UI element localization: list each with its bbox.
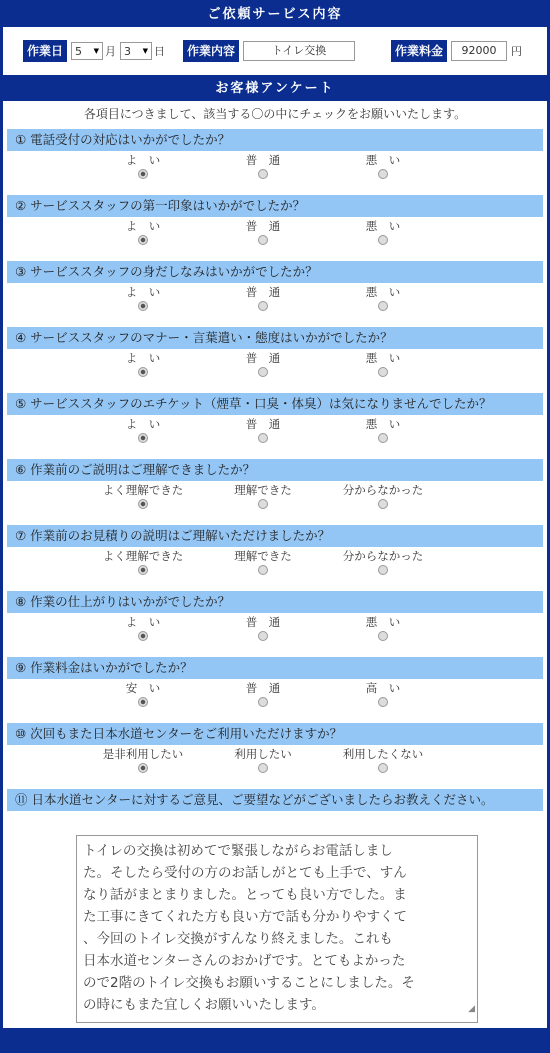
radio-button[interactable]	[378, 631, 388, 641]
footer-bar	[3, 1028, 547, 1050]
radio-option[interactable]	[83, 613, 203, 641]
radio-option[interactable]	[203, 151, 323, 179]
question-8: ⑧ 作業の仕上がりはいかがでしたか？	[7, 591, 543, 613]
radio-button[interactable]	[258, 499, 268, 509]
radio-group	[3, 547, 547, 591]
radio-option[interactable]	[83, 481, 203, 509]
radio-button[interactable]	[138, 565, 148, 575]
radio-button[interactable]	[258, 367, 268, 377]
radio-label: 普 通	[245, 615, 281, 629]
radio-option[interactable]	[203, 745, 323, 773]
question-list	[3, 129, 547, 789]
radio-button[interactable]	[258, 631, 268, 641]
radio-button[interactable]	[138, 499, 148, 509]
radio-option[interactable]	[323, 283, 443, 311]
survey-intro: 各項目につきまして、該当する〇の中にチェックをお願いいたします。	[83, 107, 467, 121]
comment-line: 日本水道センターさんのおかげです。とてもよかった	[83, 953, 406, 969]
chevron-down-icon: ▼	[93, 47, 100, 55]
radio-button[interactable]	[138, 301, 148, 311]
radio-label: 普 通	[245, 285, 281, 299]
chevron-down-icon: ▼	[142, 47, 149, 55]
radio-option[interactable]	[323, 217, 443, 245]
radio-option[interactable]	[323, 745, 443, 773]
radio-label: 利用したい	[234, 747, 292, 761]
radio-option[interactable]	[83, 349, 203, 377]
radio-button[interactable]	[378, 367, 388, 377]
month-select[interactable]	[71, 42, 103, 60]
day-value: 3	[124, 44, 132, 58]
radio-group	[3, 415, 547, 459]
radio-label: 普 通	[245, 219, 281, 233]
comment-line: ので2階のトイレ交換もお願いすることにしました。そ	[83, 975, 415, 991]
radio-button[interactable]	[378, 763, 388, 773]
radio-button[interactable]	[138, 631, 148, 641]
radio-button[interactable]	[258, 565, 268, 575]
radio-label: 悪 い	[365, 219, 401, 233]
radio-button[interactable]	[258, 697, 268, 707]
work-date-label: 作業日	[23, 40, 67, 62]
radio-label: 悪 い	[365, 285, 401, 299]
radio-option[interactable]	[323, 679, 443, 707]
service-details-row	[3, 27, 547, 77]
radio-button[interactable]	[378, 697, 388, 707]
radio-label: 普 通	[245, 153, 281, 167]
radio-group	[3, 481, 547, 525]
radio-group	[3, 217, 547, 261]
radio-button[interactable]	[258, 235, 268, 245]
radio-option[interactable]	[203, 283, 323, 311]
radio-label: 悪 い	[365, 615, 401, 629]
radio-option[interactable]	[323, 481, 443, 509]
question-11: ⑪ 日本水道センターに対するご意見、ご要望などがございましたらお教えください。	[7, 789, 543, 811]
work-content-field[interactable]: トイレ交換	[243, 41, 355, 61]
radio-button[interactable]	[138, 367, 148, 377]
comment-text	[83, 840, 471, 1016]
radio-option[interactable]	[83, 217, 203, 245]
radio-button[interactable]	[138, 763, 148, 773]
question-10: ⑩ 次回もまた日本水道センターをご利用いただけますか？	[7, 723, 543, 745]
radio-button[interactable]	[378, 235, 388, 245]
month-value: 5	[75, 44, 83, 58]
radio-label: よ い	[125, 615, 161, 629]
question-5: ⑤ サービススタッフのエチケット（煙草・口臭・体臭）は気になりませんでしたか？	[7, 393, 543, 415]
radio-option[interactable]	[323, 547, 443, 575]
radio-button[interactable]	[378, 565, 388, 575]
radio-label: 普 通	[245, 417, 281, 431]
radio-option[interactable]	[323, 613, 443, 641]
radio-button[interactable]	[378, 169, 388, 179]
radio-label: 分からなかった	[342, 483, 424, 497]
radio-option[interactable]	[323, 415, 443, 443]
radio-group	[3, 679, 547, 723]
radio-label: よ い	[125, 219, 161, 233]
radio-label: よ い	[125, 417, 161, 431]
radio-group	[3, 745, 547, 789]
question-7: ⑦ 作業前のお見積りの説明はご理解いただけましたか？	[7, 525, 543, 547]
radio-label: よ い	[125, 285, 161, 299]
radio-option[interactable]	[83, 745, 203, 773]
comment-line: トイレの交換は初めてで緊張しながらお電話しまし	[83, 843, 393, 859]
day-unit: 日	[154, 45, 166, 58]
question-4: ④ サービススタッフのマナー・言葉遣い・態度はいかがでしたか？	[7, 327, 543, 349]
radio-label: よく理解できた	[102, 549, 184, 563]
comment-line: 、今回のトイレ交換がすんなり終えました。これも	[83, 931, 393, 947]
comment-line: の時にもまた宜しくお願いいたします。	[83, 997, 325, 1013]
radio-label: 悪 い	[365, 153, 401, 167]
work-content-label: 作業内容	[183, 40, 239, 62]
radio-option[interactable]	[203, 547, 323, 575]
radio-button[interactable]	[378, 301, 388, 311]
price-unit: 円	[511, 45, 523, 58]
radio-label: 是非利用したい	[102, 747, 184, 761]
radio-label: 悪 い	[365, 417, 401, 431]
radio-option[interactable]	[323, 151, 443, 179]
radio-label: 分からなかった	[342, 549, 424, 563]
radio-label: 理解できた	[234, 483, 292, 497]
radio-option[interactable]	[203, 415, 323, 443]
radio-label: よ い	[125, 153, 161, 167]
question-1: ① 電話受付の対応はいかがでしたか？	[7, 129, 543, 151]
radio-label: 普 通	[245, 351, 281, 365]
radio-group	[3, 349, 547, 393]
radio-label: 理解できた	[234, 549, 292, 563]
radio-label: 普 通	[245, 681, 281, 695]
comment-line: た工事にきてくれた方も良い方で話も分かりやすくて	[83, 909, 407, 925]
radio-button[interactable]	[138, 433, 148, 443]
radio-label: よ い	[125, 351, 161, 365]
radio-option[interactable]	[203, 349, 323, 377]
radio-option[interactable]	[83, 415, 203, 443]
radio-option[interactable]	[83, 283, 203, 311]
question-2: ② サービススタッフの第一印象はいかがでしたか？	[7, 195, 543, 217]
question-9: ⑨ 作業料金はいかがでしたか？	[7, 657, 543, 679]
radio-group	[3, 151, 547, 195]
radio-button[interactable]	[258, 301, 268, 311]
resize-handle-icon[interactable]: ◢	[468, 1004, 475, 1014]
radio-button[interactable]	[258, 763, 268, 773]
radio-option[interactable]	[203, 613, 323, 641]
service-header: ご依頼サービス内容	[3, 3, 547, 27]
radio-option[interactable]	[203, 679, 323, 707]
radio-option[interactable]	[203, 481, 323, 509]
radio-option[interactable]	[203, 217, 323, 245]
radio-option[interactable]	[323, 349, 443, 377]
radio-button[interactable]	[258, 169, 268, 179]
question-6: ⑥ 作業前のご説明はご理解できましたか？	[7, 459, 543, 481]
radio-button[interactable]	[378, 433, 388, 443]
comment-textarea[interactable]	[76, 835, 478, 1023]
radio-label: 悪 い	[365, 351, 401, 365]
work-price-label: 作業料金	[391, 40, 447, 62]
radio-label: 安 い	[125, 681, 161, 695]
radio-option[interactable]	[83, 679, 203, 707]
comment-line: た。そしたら受付の方のお話しがとても上手で、すん	[83, 865, 407, 881]
radio-option[interactable]	[83, 547, 203, 575]
radio-group	[3, 283, 547, 327]
radio-button[interactable]	[138, 235, 148, 245]
radio-button[interactable]	[138, 697, 148, 707]
radio-option[interactable]	[83, 151, 203, 179]
radio-button[interactable]	[138, 169, 148, 179]
radio-group	[3, 613, 547, 657]
comment-line: なり話がまとまりました。とっても良い方でした。ま	[83, 887, 407, 903]
day-select[interactable]	[120, 42, 152, 60]
radio-label: よく理解できた	[102, 483, 184, 497]
radio-button[interactable]	[258, 433, 268, 443]
radio-label: 利用したくない	[342, 747, 424, 761]
question-3: ③ サービススタッフの身だしなみはいかがでしたか？	[7, 261, 543, 283]
month-unit: 月	[105, 45, 117, 58]
radio-label: 高 い	[365, 681, 401, 695]
survey-header: お客様アンケート	[3, 77, 547, 101]
radio-button[interactable]	[378, 499, 388, 509]
work-price-field[interactable]: 92000	[451, 41, 507, 61]
